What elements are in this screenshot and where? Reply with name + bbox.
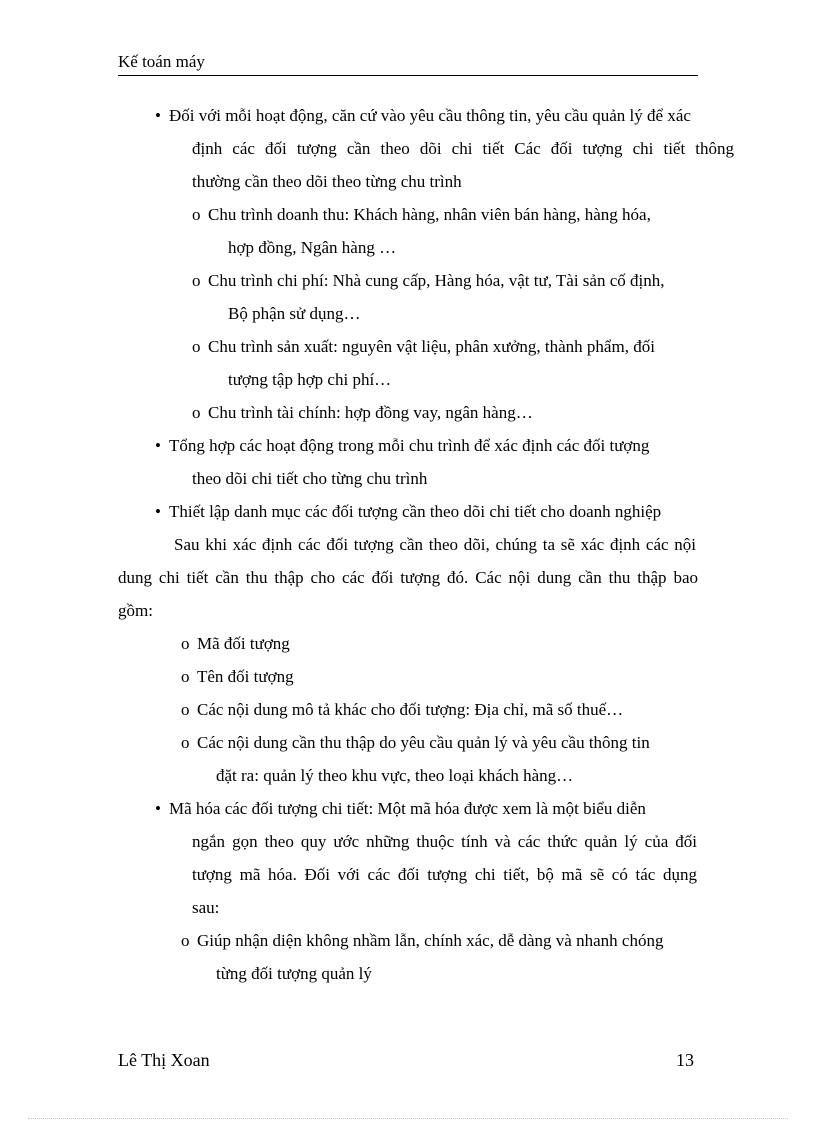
sub-marker: o	[192, 271, 201, 290]
line-text: Tên đối tượng	[197, 667, 294, 686]
sub-marker: o	[181, 700, 190, 719]
footer-author: Lê Thị Xoan	[118, 1050, 210, 1070]
page-number: 13	[676, 1050, 694, 1070]
line-text: ngắn gọn theo quy ước những thuộc tính và các thức quản lý của đối	[192, 832, 697, 851]
line-text: từng đối tượng quản lý	[216, 964, 372, 983]
line-text: tượng mã hóa. Đối với các đối tượng chi tiết, bộ mã sẽ có tác dụng	[192, 865, 697, 884]
sub-item	[181, 733, 696, 753]
line-text: thường cần theo dõi theo từng chu trình	[192, 172, 462, 191]
line-text: Mã đối tượng	[197, 634, 290, 653]
sub-item	[192, 337, 697, 357]
line-text: theo dõi chi tiết cho từng chu trình	[192, 469, 428, 488]
sub-item	[181, 634, 290, 654]
sub-marker: o	[192, 403, 201, 422]
paragraph-line: gồm:	[118, 601, 153, 620]
line-text: Giúp nhận diện không nhầm lẫn, chính xác, dễ dàng và nhanh chóng	[197, 931, 664, 950]
sub-item	[192, 403, 533, 423]
sub-item	[181, 931, 696, 951]
bullet-item	[155, 106, 735, 126]
line-text: Chu trình doanh thu: Khách hàng, nhân viên bán hàng, hàng hóa,	[208, 205, 651, 224]
line-text: Chu trình chi phí: Nhà cung cấp, Hàng hóa, vật tư, Tài sản cố định,	[208, 271, 665, 290]
bullet-marker: •	[155, 436, 161, 455]
line-text: Các nội dung cần thu thập do yêu cầu quản lý và yêu cầu thông tin	[197, 733, 650, 752]
line-text: định các đối tượng cần theo dõi chi tiết Các đối tượng chi tiết thông	[192, 139, 734, 158]
bullet-marker: •	[155, 106, 161, 125]
sub-marker: o	[181, 931, 190, 950]
paragraph-line: Sau khi xác định các đối tượng cần theo dõi, chúng ta sẽ xác định các nội	[174, 535, 696, 554]
line-text: Chu trình sản xuất: nguyên vật liệu, phân xưởng, thành phẩm, đối	[208, 337, 655, 356]
sub-marker: o	[181, 733, 190, 752]
header-divider	[118, 75, 698, 76]
line-text: Mã hóa các đối tượng chi tiết: Một mã hóa được xem là một biểu diễn	[169, 799, 646, 818]
line-text: Các nội dung mô tả khác cho đối tượng: Địa chỉ, mã số thuế…	[197, 700, 624, 719]
paragraph-line: dung chi tiết cần thu thập cho các đối tượng đó. Các nội dung cần thu thập bao	[118, 568, 698, 587]
sub-item	[181, 700, 623, 720]
sub-marker: o	[192, 205, 201, 224]
sub-item	[192, 205, 697, 225]
bullet-marker: •	[155, 799, 161, 818]
bullet-marker: •	[155, 502, 161, 521]
sub-item	[192, 271, 664, 291]
bullet-item	[155, 436, 700, 456]
line-text: Đối với mỗi hoạt động, căn cứ vào yêu cầu thông tin, yêu cầu quản lý để xác	[169, 106, 691, 125]
sub-marker: o	[181, 667, 190, 686]
bullet-item	[155, 502, 661, 522]
sub-item	[181, 667, 294, 687]
line-text: Thiết lập danh mục các đối tượng cần theo dõi chi tiết cho doanh nghiệp	[169, 502, 662, 521]
line-text: Bộ phận sử dụng…	[228, 304, 361, 323]
line-text: đặt ra: quản lý theo khu vực, theo loại khách hàng…	[216, 766, 574, 785]
line-text: Chu trình tài chính: hợp đồng vay, ngân hàng…	[208, 403, 533, 422]
bullet-item	[155, 799, 700, 819]
page-bottom-divider	[28, 1118, 788, 1119]
sub-marker: o	[192, 337, 201, 356]
line-text: Tổng hợp các hoạt động trong mỗi chu trình để xác định các đối tượng	[169, 436, 650, 455]
line-text: tượng tập hợp chi phí…	[228, 370, 392, 389]
line-text: hợp đồng, Ngân hàng …	[228, 238, 397, 257]
line-text: sau:	[192, 898, 220, 917]
page-header-title: Kế toán máy	[118, 52, 205, 71]
sub-marker: o	[181, 634, 190, 653]
